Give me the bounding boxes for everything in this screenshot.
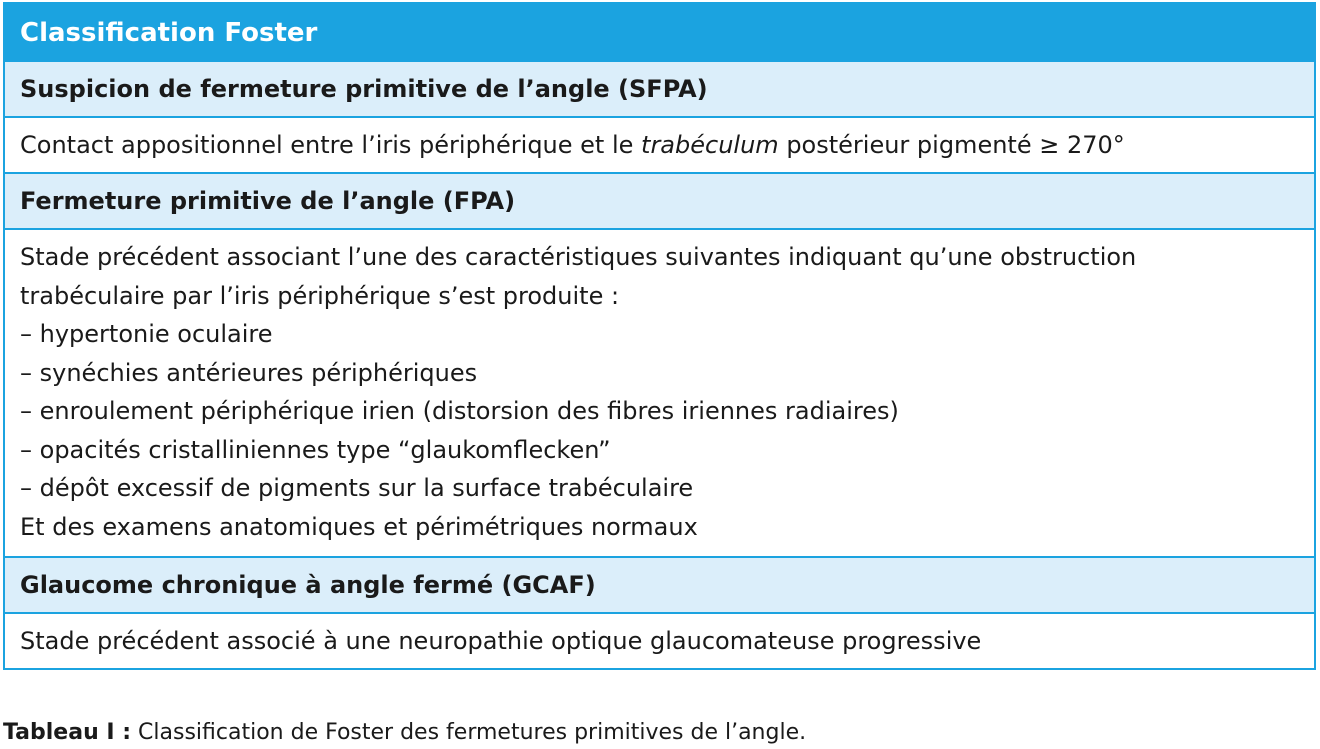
fpa-line: Et des examens anatomiques et périmétriques normaux	[20, 512, 698, 541]
section-heading-sfpa: Suspicion de fermeture primitive de l’angle (SFPA)	[5, 62, 1314, 118]
fpa-line: – hypertonie oculaire	[20, 320, 273, 348]
classification-table	[3, 2, 1316, 670]
sfpa-text-after: postérieur pigmenté ≥ 270°	[778, 131, 1125, 159]
table-caption	[3, 718, 806, 748]
sfpa-text-italic: trabéculum	[641, 131, 779, 159]
caption-text: Classification de Foster des fermetures primitives de l’angle.	[131, 720, 807, 745]
section-body-fpa	[5, 230, 1314, 558]
fpa-line: – dépôt excessif de pigments sur la surface trabéculaire	[20, 474, 694, 502]
table-title: Classification Foster	[5, 4, 1314, 62]
section-heading-fpa: Fermeture primitive de l’angle (FPA)	[5, 174, 1314, 230]
section-body-gcaf: Stade précédent associé à une neuropathie optique glaucomateuse progressive	[5, 614, 1314, 670]
fpa-line: Stade précédent associant l’une des caractéristiques suivantes indiquant qu’une obstruction	[20, 243, 1137, 271]
caption-label: Tableau I :	[3, 720, 132, 745]
section-body-sfpa	[5, 118, 1314, 174]
fpa-line: – opacités cristalliniennes type “glaukomflecken”	[20, 435, 611, 464]
fpa-line: – enroulement périphérique irien (distorsion des fibres iriennes radiaires)	[20, 397, 899, 425]
fpa-line: – synéchies antérieures périphériques	[20, 358, 478, 387]
section-heading-gcaf: Glaucome chronique à angle fermé (GCAF)	[5, 558, 1314, 614]
sfpa-text-before: Contact appositionnel entre l’iris périphérique et le	[20, 131, 642, 159]
fpa-line: trabéculaire par l’iris périphérique s’est produite :	[20, 281, 620, 310]
